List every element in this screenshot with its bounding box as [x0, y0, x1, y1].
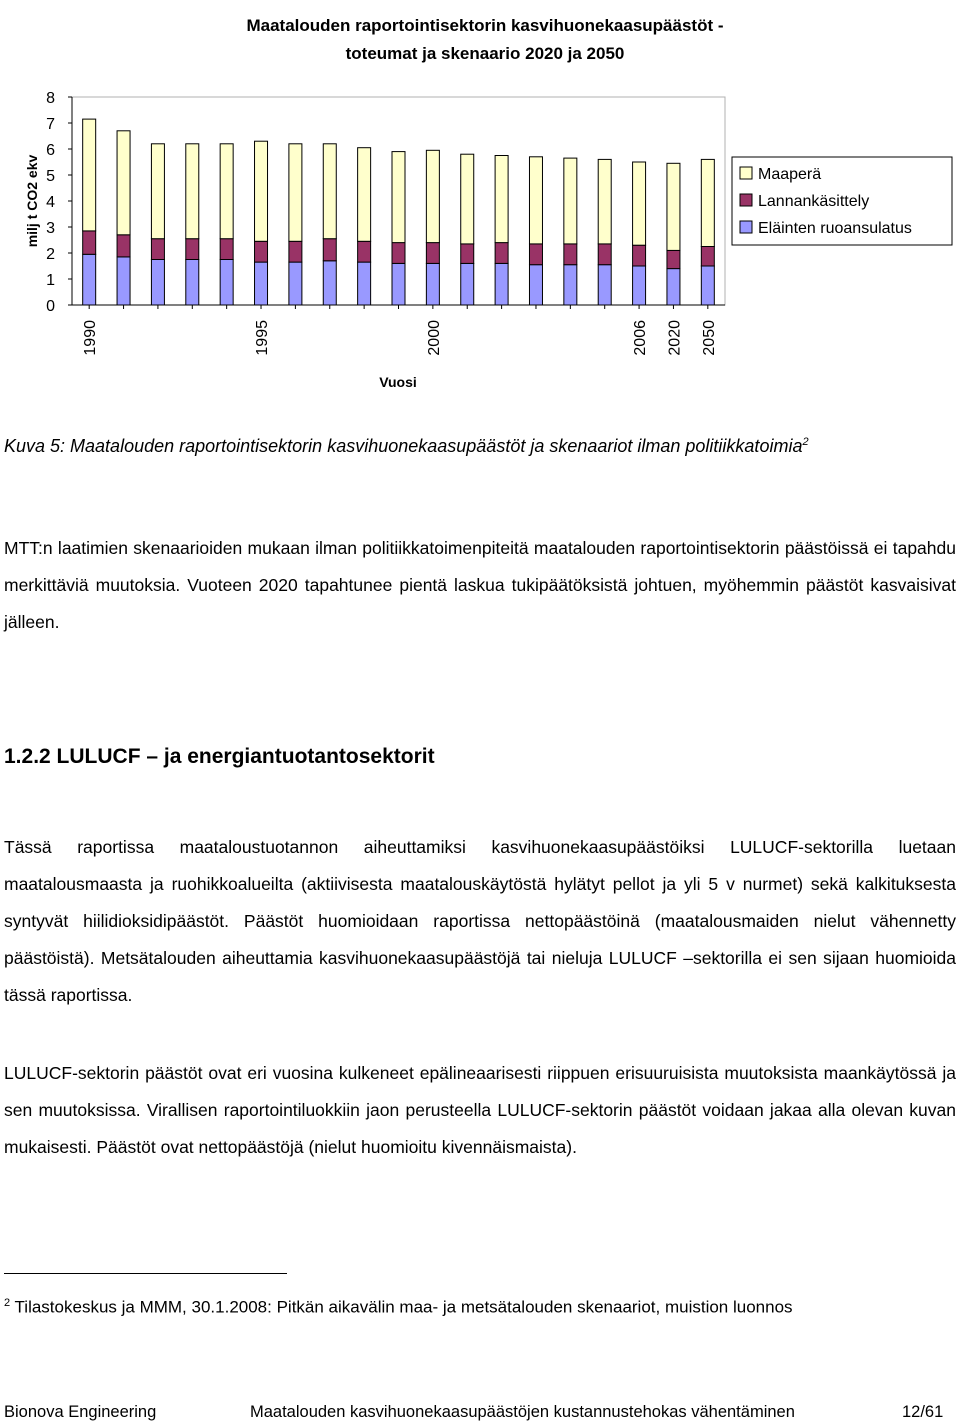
x-tick-label-2050: 2050: [700, 320, 718, 356]
bar-el-inten-ruoansulatus-1990: [83, 254, 96, 305]
bar-lannank-sittely-2020: [667, 250, 680, 268]
bar-el-inten-ruoansulatus-2020: [667, 269, 680, 305]
footnote-separator: [4, 1273, 287, 1274]
paragraph-mtt-scenarios: MTT:n laatimien skenaarioiden mukaan ilman politiikkatoimenpiteitä maatalouden raportointisektorin päästöissä ei tapahdu merkittäviä muutoksia. Vuoteen 2020 tapahtunee pientä laskua tukipäätöksistä johtuen, myöhemmin päästöt kasvaisivat jälleen.: [4, 538, 956, 632]
bar-lannank-sittely-1999: [392, 243, 405, 264]
footer-company: Bionova Engineering: [4, 1403, 157, 1421]
footer-page-number: 12/61: [902, 1403, 944, 1421]
paragraph-lulucf-emissions: LULUCF-sektorin päästöt ovat eri vuosina kulkeneet epälineaarisesti riippuen erisuuruisista muutoksista maankäytössä ja sen muutoksissa. Virallisen raportointiluokkiin jaon perusteella LULUCF-sektorin päästöt voidaan jakaa alla olevan kuvan mukaisesti. Päästöt ovat nettopäästöjä (nielut huomioitu kivennäismaista).: [4, 1063, 956, 1157]
bar-el-inten-ruoansulatus-2003: [529, 265, 542, 305]
y-tick-label: 7: [46, 116, 55, 133]
bar-el-inten-ruoansulatus-1997: [323, 261, 336, 305]
bar-lannank-sittely-2004: [564, 244, 577, 265]
caption-text: Kuva 5: Maatalouden raportointisektorin kasvihuonekaasupäästöt ja skenaariot ilman politiikkatoimia: [4, 436, 803, 456]
bar-lannank-sittely-1997: [323, 239, 336, 261]
bar-el-inten-ruoansulatus-1998: [358, 262, 371, 305]
bar-maaper--2005: [598, 159, 611, 244]
bar-maaper--2006: [633, 162, 646, 245]
bar-el-inten-ruoansulatus-2004: [564, 265, 577, 305]
legend-swatch-lannank-sittely: [740, 194, 752, 206]
bar-lannank-sittely-1991: [117, 235, 130, 257]
legend-label-maaper-: Maaperä: [758, 166, 822, 183]
bar-maaper--2003: [529, 157, 542, 244]
y-tick-label: 6: [46, 142, 55, 159]
footnote: [4, 1297, 793, 1318]
bar-lannank-sittely-2006: [633, 245, 646, 266]
bar-el-inten-ruoansulatus-2050: [701, 266, 714, 305]
footnote-text: Tilastokeskus ja MMM, 30.1.2008: Pitkän aikavälin maa- ja metsätalouden skenaariot, muistion luonnos: [14, 1297, 793, 1317]
y-axis-label: milj t CO2 ekv: [24, 154, 40, 248]
bar-lannank-sittely-1992: [151, 239, 164, 260]
bar-lannank-sittely-1996: [289, 241, 302, 262]
bar-maaper--1991: [117, 131, 130, 235]
bar-el-inten-ruoansulatus-2005: [598, 265, 611, 305]
y-tick-label: 8: [46, 90, 55, 107]
bar-maaper--2001: [461, 154, 474, 244]
bar-lannank-sittely-1993: [186, 239, 199, 260]
bar-el-inten-ruoansulatus-1994: [220, 260, 233, 306]
bar-maaper--1995: [255, 141, 268, 241]
bar-el-inten-ruoansulatus-2000: [426, 263, 439, 305]
chart-title-line1: Maatalouden raportointisektorin kasvihuonekaasupäästöt -: [246, 16, 724, 35]
legend-label-lannank-sittely: Lannankäsittely: [758, 193, 870, 210]
bar-lannank-sittely-1998: [358, 241, 371, 262]
bar-maaper--2020: [667, 163, 680, 250]
footnote-number: 2: [4, 1297, 11, 1309]
bar-el-inten-ruoansulatus-1999: [392, 263, 405, 305]
bar-lannank-sittely-2003: [529, 244, 542, 265]
bar-lannank-sittely-2000: [426, 243, 439, 264]
bar-el-inten-ruoansulatus-1991: [117, 257, 130, 305]
legend-swatch-el-inten-ruoansulatus: [740, 221, 752, 233]
y-tick-label: 0: [46, 298, 55, 315]
bar-lannank-sittely-2005: [598, 244, 611, 265]
chart-title-line2: toteumat ja skenaario 2020 ja 2050: [345, 44, 625, 63]
bar-lannank-sittely-2002: [495, 243, 508, 264]
bar-lannank-sittely-1994: [220, 239, 233, 260]
y-tick-label: 3: [46, 220, 55, 237]
bar-maaper--1999: [392, 152, 405, 243]
bar-maaper--2000: [426, 150, 439, 242]
legend-swatch-maaper-: [740, 167, 752, 179]
legend-label-el-inten-ruoansulatus: Eläinten ruoansulatus: [758, 220, 912, 237]
bar-maaper--2002: [495, 156, 508, 243]
bar-el-inten-ruoansulatus-2002: [495, 263, 508, 305]
bar-el-inten-ruoansulatus-1993: [186, 260, 199, 306]
stacked-bar-chart: [0, 80, 960, 400]
x-axis-label: Vuosi: [379, 374, 417, 390]
bar-maaper--1997: [323, 144, 336, 239]
bar-maaper--1994: [220, 144, 233, 239]
paragraph-lulucf-definition: Tässä raportissa maataloustuotannon aiheuttamiksi kasvihuonekaasupäästöiksi LULUCF-sektorilla luetaan maatalousmaasta ja ruohikkoalueilta (aktiivisesta maatalouskäytöstä hylätyt pellot ja yli 5 v nurmet) sekä kalkituksesta syntyvät hiilidioksidipäästöt. Päästöt huomioidaan raportissa nettopäästöinä (maatalousmaiden nielut vähennetty päästöistä). Metsätalouden aiheuttamia kasvihuonekaasupäästöjä tai nieluja LULUCF –sektorilla ei sen sijaan huomioida tässä raportissa.: [4, 837, 956, 1005]
y-tick-label: 5: [46, 168, 55, 185]
y-tick-label: 1: [46, 272, 55, 289]
bar-maaper--1993: [186, 144, 199, 239]
bar-el-inten-ruoansulatus-1995: [255, 262, 268, 305]
bar-el-inten-ruoansulatus-2001: [461, 263, 474, 305]
x-tick-label-2006: 2006: [632, 320, 650, 356]
y-tick-label: 2: [46, 246, 55, 263]
bar-maaper--1992: [151, 144, 164, 239]
bar-maaper--1996: [289, 144, 302, 242]
bar-lannank-sittely-2001: [461, 244, 474, 264]
bar-maaper--2004: [564, 158, 577, 244]
bar-el-inten-ruoansulatus-2006: [633, 266, 646, 305]
section-heading: 1.2.2 LULUCF – ja energiantuotantosektorit: [4, 745, 435, 768]
y-tick-label: 4: [46, 194, 55, 211]
bar-maaper--2050: [701, 159, 714, 246]
bar-lannank-sittely-2050: [701, 247, 714, 267]
figure-caption: [4, 424, 929, 464]
caption-footnote-ref: 2: [802, 436, 809, 448]
bar-el-inten-ruoansulatus-1996: [289, 262, 302, 305]
footer-document-title: Maatalouden kasvihuonekaasupäästöjen kustannustehokas vähentäminen: [250, 1403, 795, 1421]
bar-maaper--1998: [358, 148, 371, 242]
x-tick-label-2020: 2020: [666, 320, 684, 356]
bar-lannank-sittely-1990: [83, 231, 96, 254]
x-tick-label-2000: 2000: [425, 320, 443, 356]
chart-title: [160, 12, 810, 68]
x-tick-label-1990: 1990: [82, 320, 100, 356]
x-tick-label-1995: 1995: [254, 320, 272, 356]
bar-el-inten-ruoansulatus-1992: [151, 260, 164, 306]
bar-maaper--1990: [83, 119, 96, 231]
bar-lannank-sittely-1995: [255, 241, 268, 262]
